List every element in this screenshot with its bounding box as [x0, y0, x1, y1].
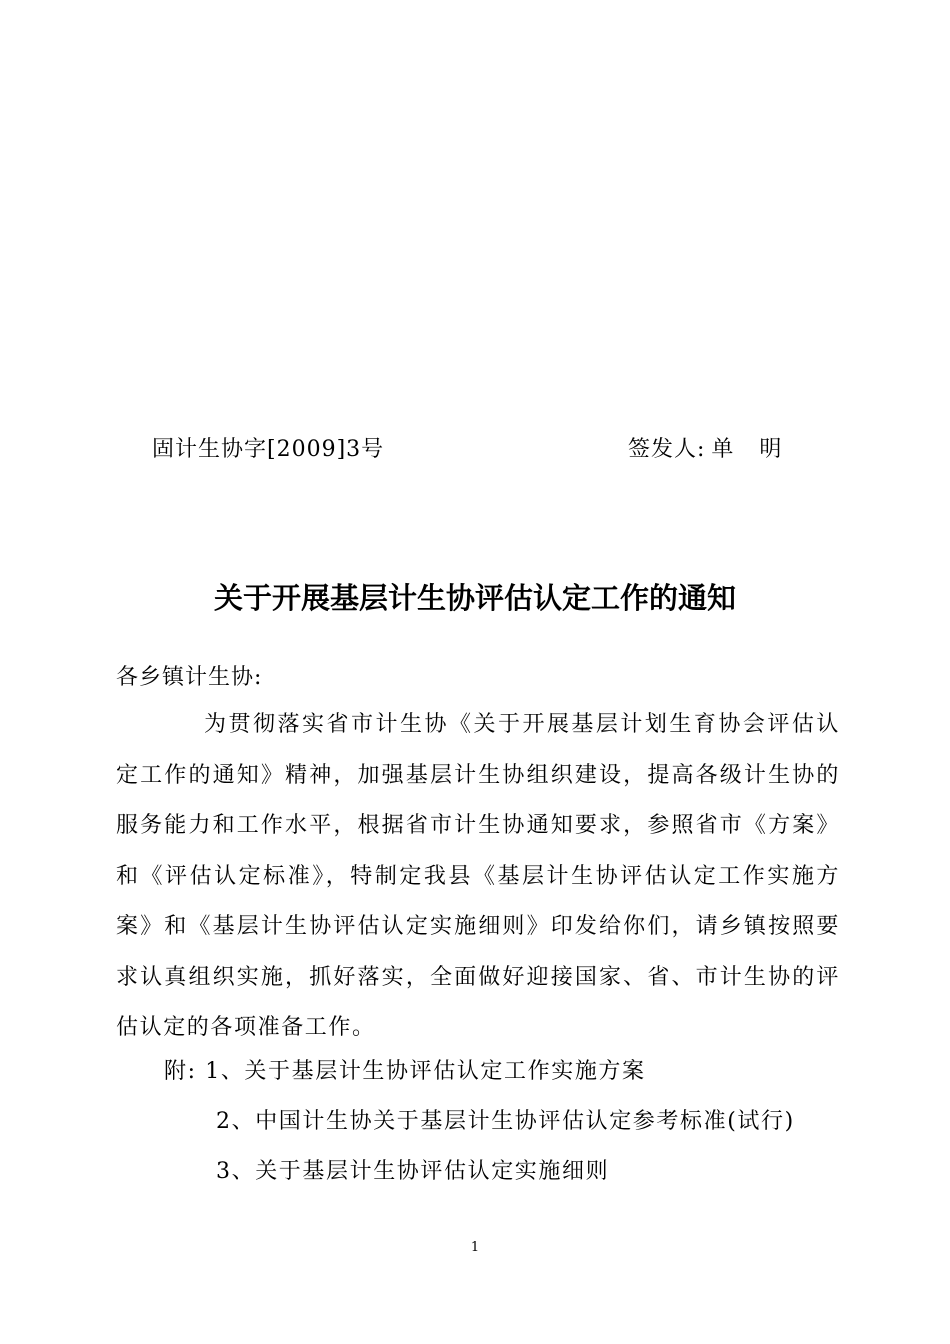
page-number: 1 [470, 1240, 480, 1255]
body-paragraph: 为贯彻落实省市计生协《关于开展基层计划生育协会评估认定工作的通知》精神，加强基层计生协组织建设，提高各级计生协的服务能力和工作水平，根据省市计生协通知要求，参照省市《方案》和《评估认定标准》，特制定我县《基层计生协评估认定工作实施方案》和《基层计生协评估认定实施细则》印发给你们，请乡镇按照要求认真组织实施，抓好落实，全面做好迎接国家、省、市计生协的评估认定的各项准备工作。 [116, 712, 840, 1040]
attachment-text: 1、关于基层计生协评估认定工作实施方案 [205, 1059, 646, 1084]
signer-line [628, 432, 783, 463]
signer-name: 单 明 [711, 437, 784, 462]
attachment-item-1 [164, 1054, 646, 1085]
attachment-prefix: 附: [164, 1059, 197, 1084]
attachment-item-2: 2、中国计生协关于基层计生协评估认定参考标准(试行) [216, 1109, 795, 1134]
attachment-item-3: 3、关于基层计生协评估认定实施细则 [216, 1159, 610, 1184]
signer-label: 签发人: [628, 437, 706, 462]
document-number: 固计生协字[2009]3号 [152, 437, 385, 462]
salutation: 各乡镇计生协: [116, 665, 263, 690]
document-title: 关于开展基层计生协评估认定工作的通知 [213, 581, 736, 615]
